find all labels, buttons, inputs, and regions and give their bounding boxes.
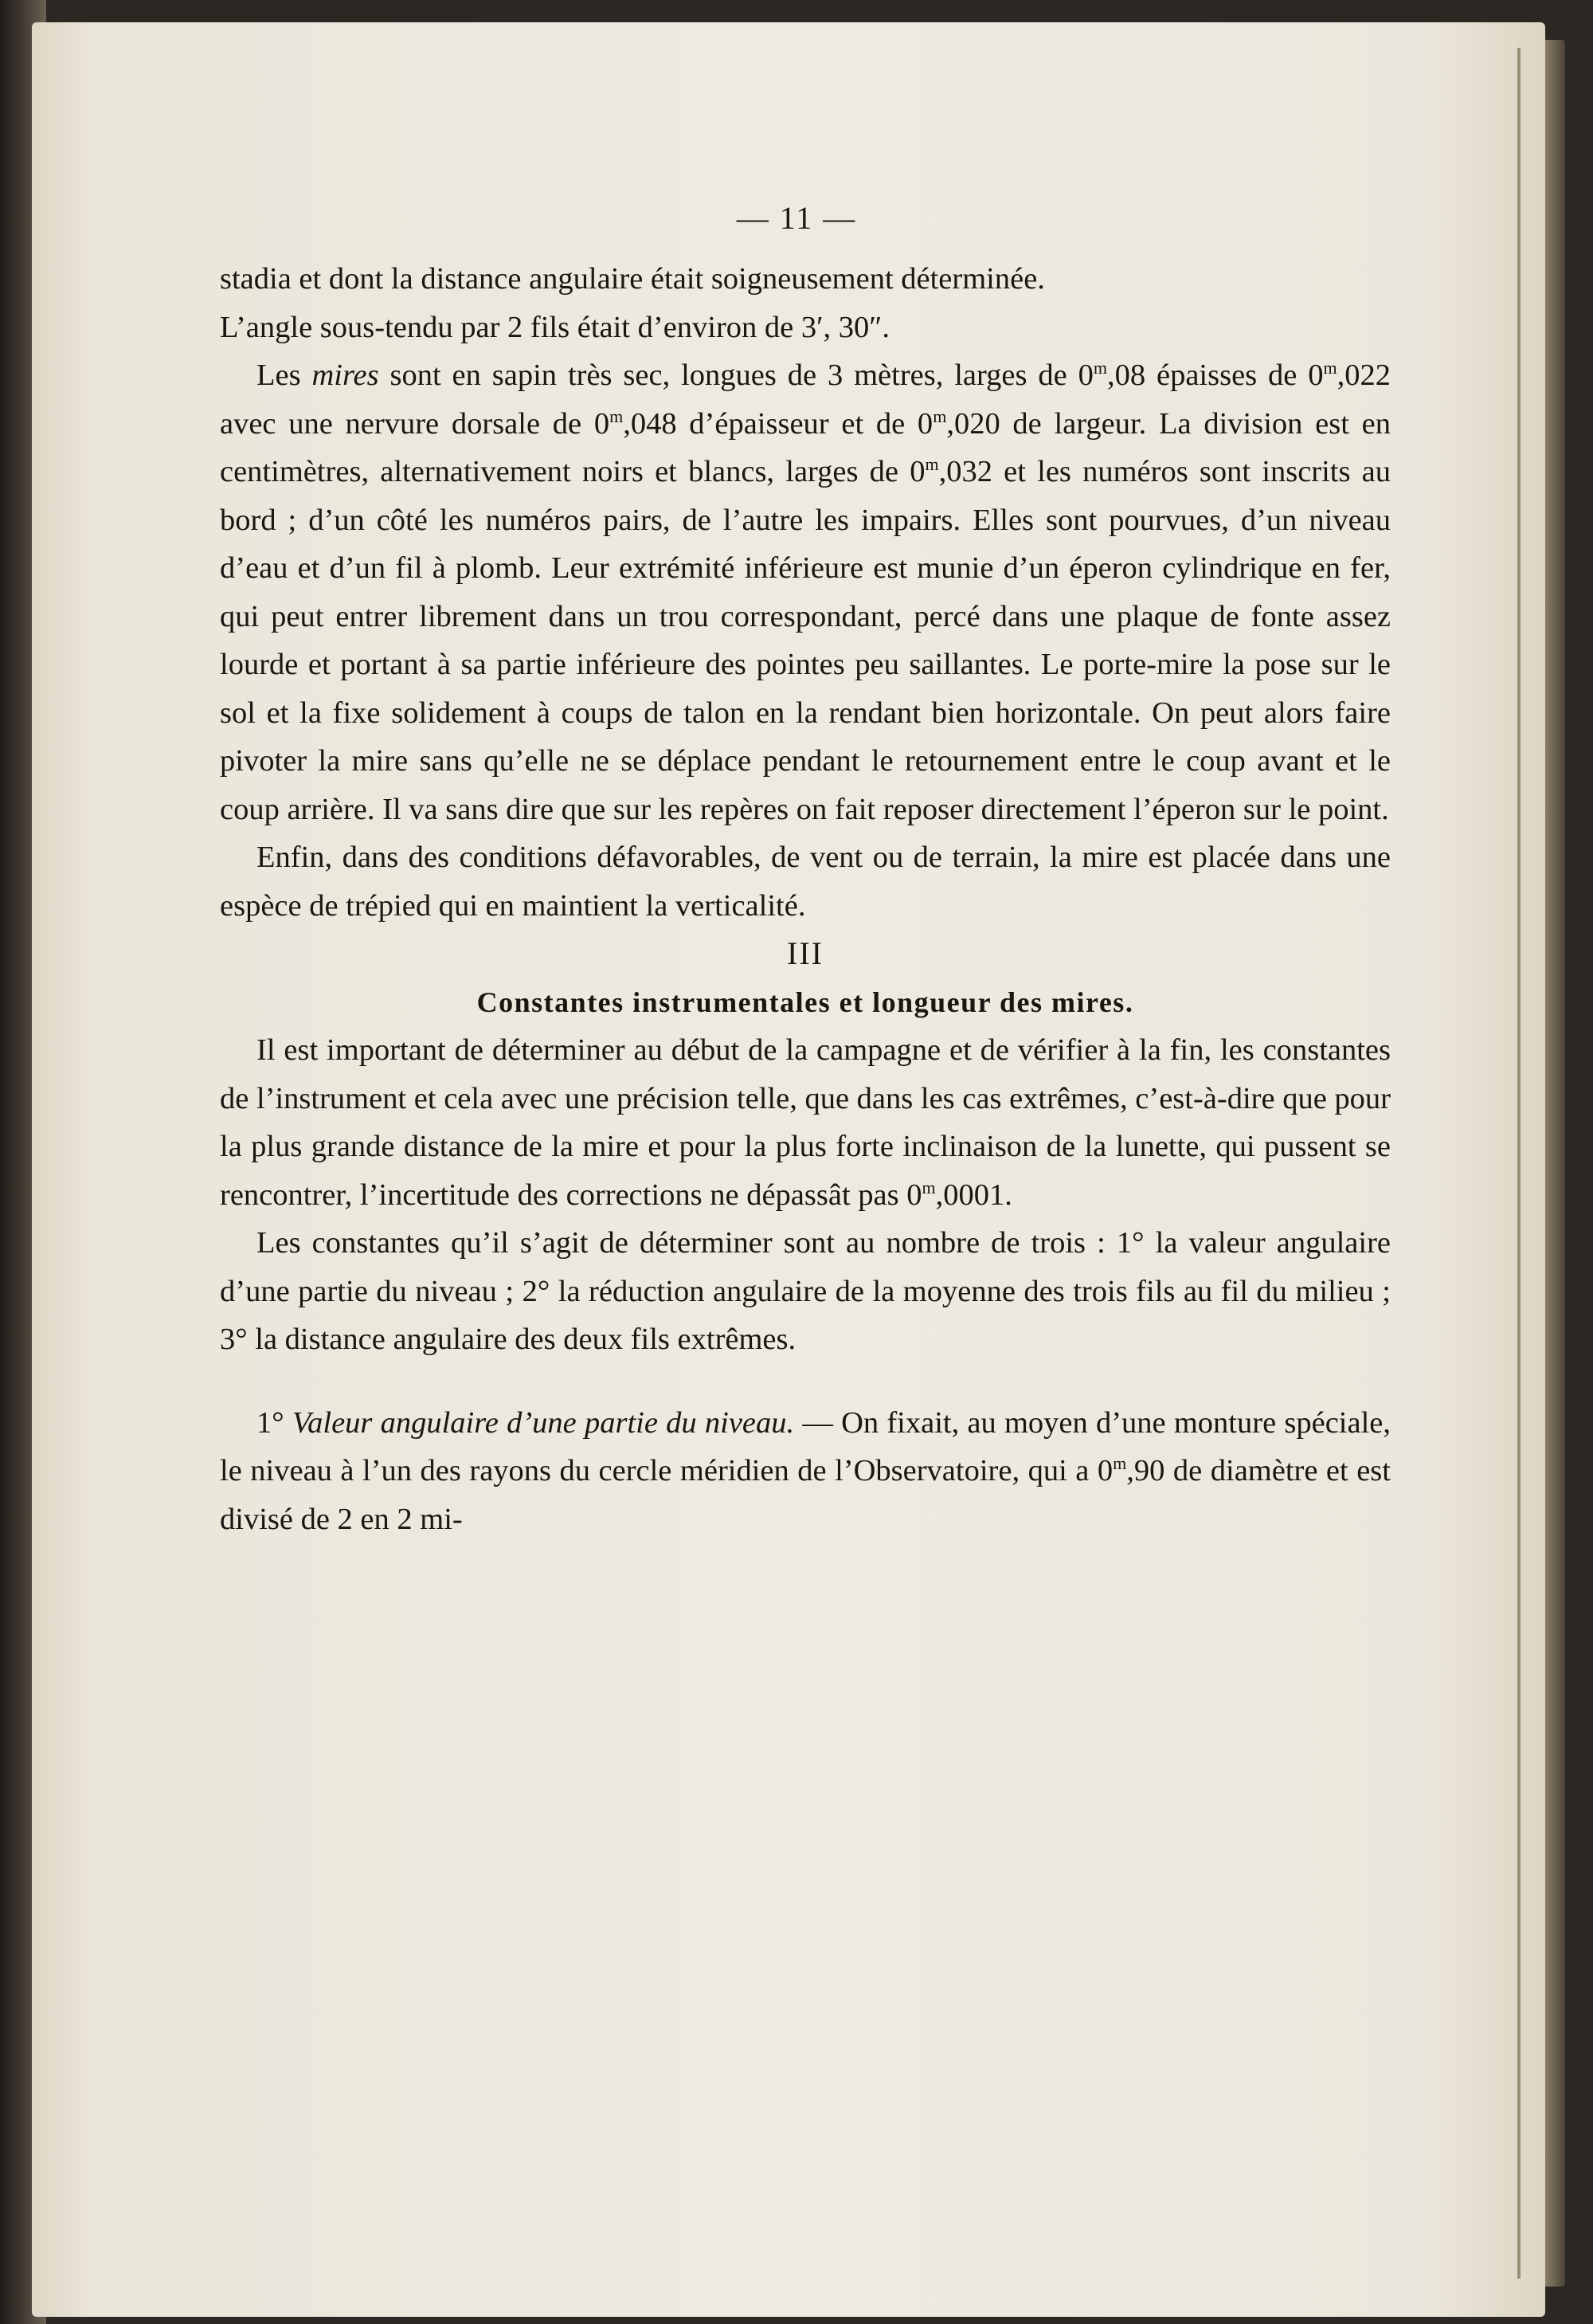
unit-superscript: m bbox=[1093, 358, 1107, 378]
unit-superscript: m bbox=[609, 406, 624, 426]
unit-superscript: m bbox=[922, 1177, 936, 1197]
text-run: Il est important de déterminer au début de la campagne et de vérifier à la fin, les constantes de l’instrument et cela avec une précision telle, que dans les cas extrêmes, c’est-à-dire que pour la plus grande distance de la mire et pour la plus forte inclinaison de la lunette, qui pussent se rencontrer, l’incertitude des corrections ne dépassât pas 0 bbox=[220, 1033, 1391, 1212]
text-run: sont en sapin très sec, longues de 3 mètres, larges de 0 bbox=[378, 359, 1094, 392]
page-content bbox=[119, 199, 1474, 2287]
text-run: ,0001. bbox=[935, 1178, 1012, 1212]
unit-superscript: m bbox=[1323, 358, 1337, 378]
text-run: Les bbox=[256, 359, 312, 392]
text-run: ,08 épaisses de 0 bbox=[1106, 359, 1324, 392]
paragraph-trepied: Enfin, dans des conditions défavorables, de vent ou de terrain, la mire est placée dans une espèce de trépied qui en maintient la verticalité. bbox=[220, 841, 1391, 923]
unit-superscript: m bbox=[925, 454, 939, 475]
paragraph-mires bbox=[220, 351, 1391, 833]
text-run: ,020 de largeur. La division est en centimètres, alternativement noirs et blancs, larges de 0 bbox=[220, 406, 1391, 488]
subsection-title: Valeur angulaire d’une partie du niveau. bbox=[292, 1405, 795, 1440]
text-run: ,90 de diamètre et est divisé de 2 en 2 mi- bbox=[220, 1454, 1391, 1536]
unit-superscript: m bbox=[1113, 1453, 1127, 1474]
paragraph-1-line-2: L’angle sous-tendu par 2 fils était d’environ de 3′, 30″. bbox=[220, 310, 890, 344]
section-number: III bbox=[787, 935, 824, 971]
text-run: ,022 avec une nervure dorsale de 0 bbox=[220, 359, 1391, 441]
paragraph-constantes-intro bbox=[220, 1026, 1391, 1219]
text-run: — On fixait, au moyen d’une monture spéciale, le niveau à l’un des rayons du cercle méridien de l’Observatoire, qui a 0 bbox=[220, 1405, 1391, 1487]
paragraph-valeur-angulaire bbox=[220, 1399, 1391, 1544]
paragraph-constantes-list: Les constantes qu’il s’agit de déterminer sont au nombre de trois : 1° la valeur angulaire d’une partie du niveau ; 2° la réduction angulaire de la moyenne des trois fils au fil du milieu ; 3° la distance angulaire des deux fils extrêmes. bbox=[220, 1226, 1391, 1356]
text-run: 1° bbox=[256, 1405, 292, 1440]
page-fold-line bbox=[1517, 48, 1521, 2279]
term-mires: mires bbox=[311, 359, 379, 392]
text-run: ,048 d’épaisseur et de 0 bbox=[623, 406, 933, 441]
page-number: — 11 — bbox=[736, 200, 857, 236]
paragraph-1-line-1: stadia et dont la distance angulaire était soigneusement déterminée. bbox=[220, 262, 1045, 296]
text-run: ,032 et les numéros sont inscrits au bord ; d’un côté les numéros pairs, de l’autre les impairs. Elles sont pourvues, d’un niveau d’eau et d’un fil à plomb. Leur extrémité inférieure est munie d’un éperon cylindrique en fer, qui peut entrer librement dans un trou correspondant, percé dans une plaque de fonte assez lourde et portant à sa partie inférieure des pointes peu saillantes. Le porte-mire la pose sur le sol et la fixe solidement à coups de talon en la rendant bien horizontale. On peut alors faire pivoter la mire sans qu’elle ne se déplace pendant le retournement entre le coup avant et le coup arrière. Il va sans dire que sur les repères on fait reposer directement l’éperon sur le point. bbox=[220, 455, 1391, 826]
paragraph-1 bbox=[220, 255, 1391, 351]
section-title: Constantes instrumentales et longueur des mires. bbox=[476, 986, 1134, 1018]
unit-superscript: m bbox=[933, 406, 947, 426]
body-text bbox=[220, 255, 1391, 1543]
